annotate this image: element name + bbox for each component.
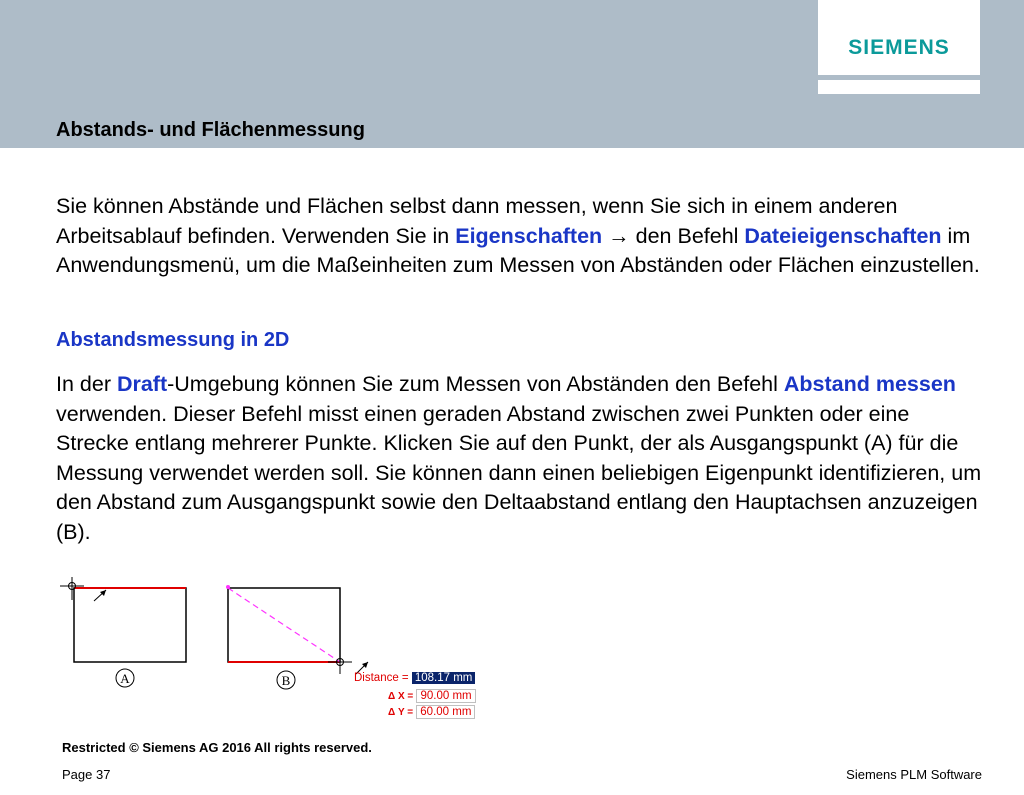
intro-text-1: Sie können Abstände und Flächen selbst dann messen, wenn Sie sich in einem anderen Arbeitsablauf befinden. Verwenden Sie in bbox=[56, 194, 898, 248]
link-eigenschaften: Eigenschaften bbox=[455, 223, 603, 248]
rectangle-a bbox=[74, 588, 186, 662]
delta-y-value[interactable]: 60.00 mm bbox=[416, 705, 475, 719]
delta-x-readout bbox=[388, 689, 476, 703]
intro-text-3: im Anwendungsmenü, um die Maßeinheiten zum Messen von Abständen oder Flächen einzustellen. bbox=[56, 223, 980, 277]
link-abstand-messen: Abstand messen bbox=[783, 372, 956, 396]
footer-brand: Siemens PLM Software bbox=[846, 767, 982, 782]
delta-y-label: Δ Y = bbox=[388, 707, 414, 718]
siemens-logo: SIEMENS bbox=[848, 36, 950, 59]
footer-copyright: Restricted © Siemens AG 2016 All rights reserved. bbox=[62, 740, 372, 755]
distance-diagonal bbox=[228, 588, 340, 662]
start-point bbox=[226, 585, 230, 589]
page-number: Page 37 bbox=[62, 767, 111, 782]
distance-value[interactable]: 108.17 mm bbox=[412, 672, 476, 684]
label-a: A bbox=[120, 671, 130, 686]
figure-b bbox=[226, 585, 368, 689]
distance-readout bbox=[354, 672, 475, 684]
measurement-figure bbox=[50, 574, 510, 724]
figure-a bbox=[60, 577, 186, 687]
intro-text-2: den Befehl bbox=[635, 223, 745, 248]
link-draft: Draft bbox=[116, 372, 168, 396]
link-dateieigenschaften: Dateieigenschaften bbox=[744, 223, 942, 248]
section-paragraph bbox=[56, 370, 986, 547]
delta-x-value[interactable]: 90.00 mm bbox=[416, 689, 475, 703]
section-text-3: verwenden. Dieser Befehl misst einen geraden Abstand zwischen zwei Punkten oder eine Strecke entlang mehrerer Punkte. Klicken Sie auf den Punkt, der als Ausgangspunkt (A) für die Messung verwendet werden soll. Sie können dann einen beliebigen Eigenpunkt identifizieren, um den Abstand zum Ausgangspunkt sowie den Deltaabstand entlang den Hauptachsen anzuzeigen (B). bbox=[56, 401, 982, 544]
distance-label: Distance = bbox=[354, 672, 409, 684]
section-text-2: -Umgebung können Sie zum Messen von Abständen den Befehl bbox=[167, 372, 784, 396]
delta-x-label: Δ X = bbox=[388, 691, 414, 702]
slide-title: Abstands- und Flächenmessung bbox=[56, 119, 365, 141]
logo-strip bbox=[818, 80, 980, 94]
label-b: B bbox=[281, 673, 291, 688]
arrow-glyph: → bbox=[602, 223, 636, 248]
section-heading: Abstandsmessung in 2D bbox=[56, 329, 290, 351]
logo-box bbox=[818, 0, 980, 75]
section-text-1: In der bbox=[56, 372, 117, 396]
delta-y-readout bbox=[388, 705, 475, 719]
intro-paragraph bbox=[56, 192, 986, 281]
